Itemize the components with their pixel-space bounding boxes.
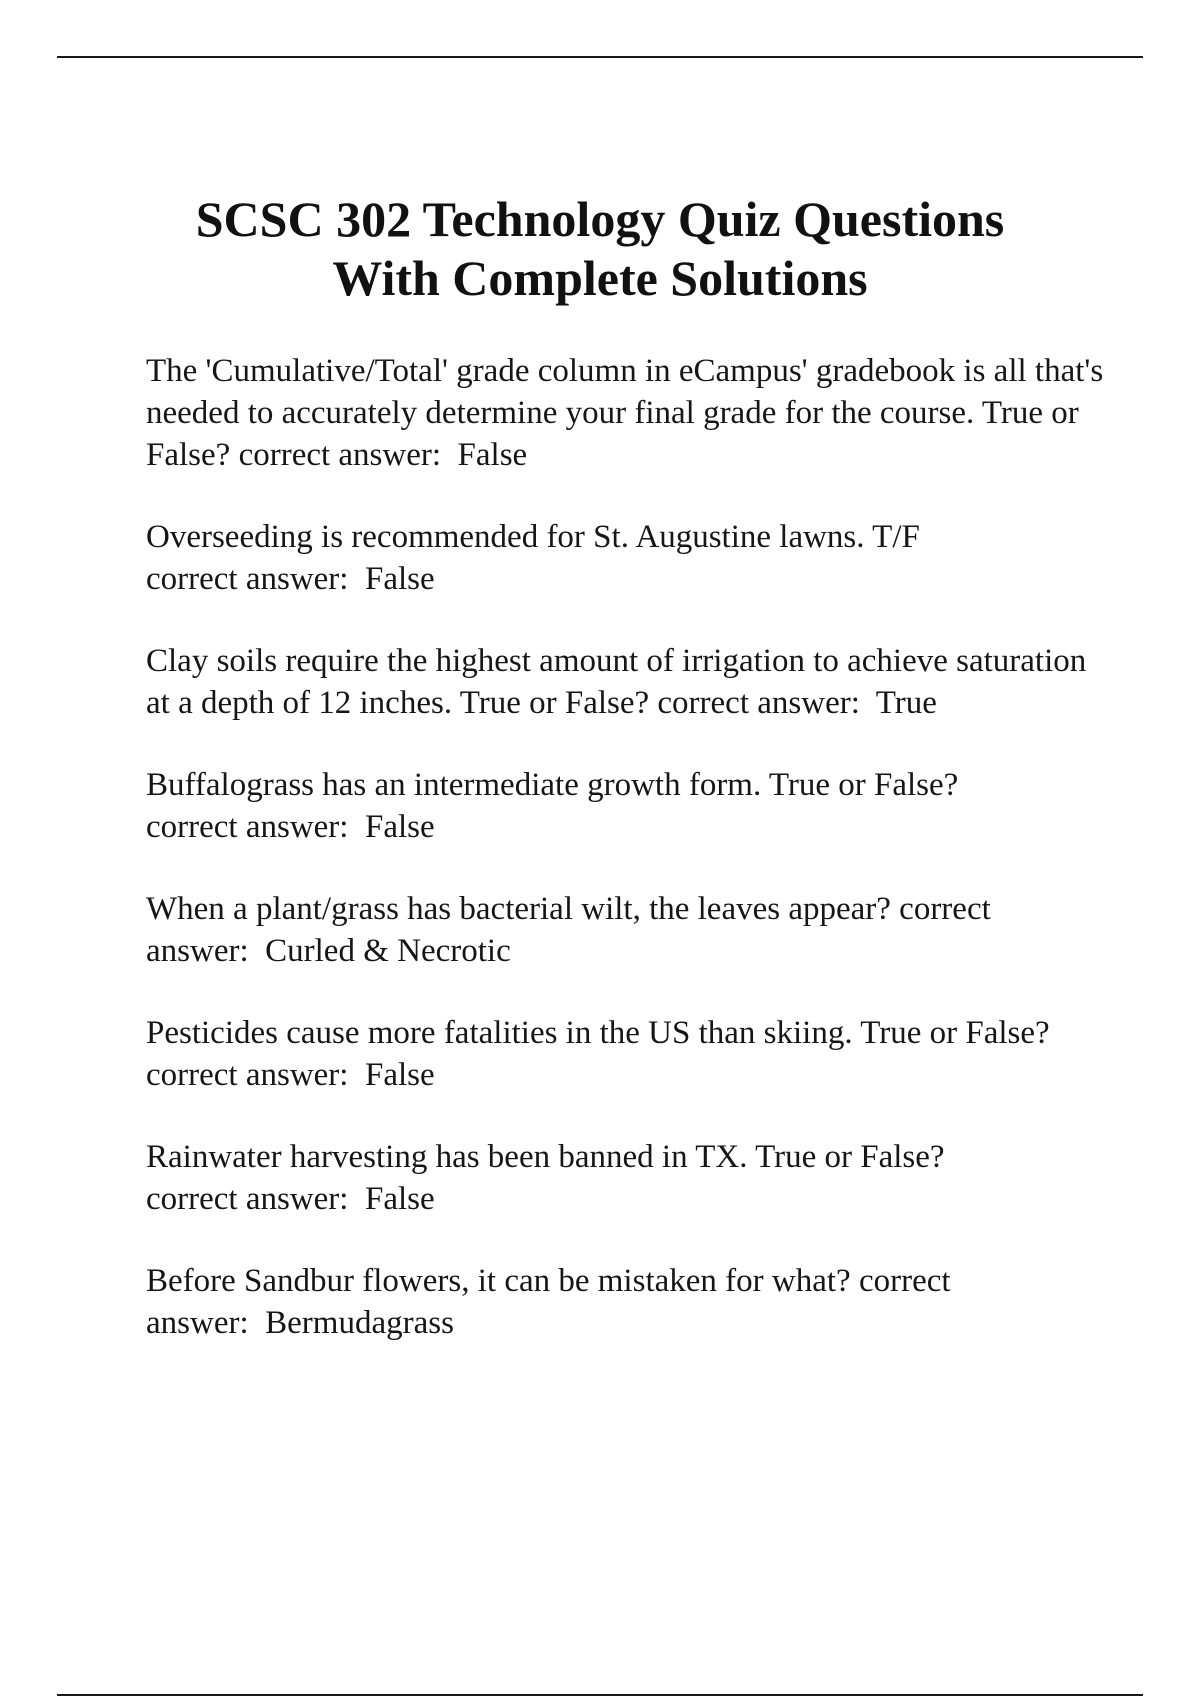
answer-label: correct answer: [146,561,349,597]
answer-label: correct answer: [146,1057,349,1093]
question-text: Clay soils require the highest amount of irrigation to achieve saturation at a depth of 12 inches. True or False? [146,643,1087,721]
answer-text: False [364,809,435,845]
question-text: Before Sandbur flowers, it can be mistaken for what? [146,1263,851,1299]
answer-text: False [364,1057,435,1093]
answer-text: False [364,561,435,597]
answer-label: correct answer: [238,437,442,473]
answer-label: correct answer: [146,891,991,969]
answer-text: True [875,685,937,721]
document-title [100,190,1100,308]
answer-text: False [457,437,528,473]
question-text: The 'Cumulative/Total' grade column in eCampus' gradebook is all that's needed to accurately determine your final grade for the course. True or False? [146,353,1104,473]
answer-label: correct answer: [146,809,349,845]
qa-item [146,764,1106,848]
header-divider [57,56,1143,58]
answer-text: Bermudagrass [265,1305,454,1341]
qa-item [146,888,1106,972]
answer-text: Curled & Necrotic [265,933,511,969]
qa-item [146,516,1106,600]
question-text: Buffalograss has an intermediate growth form. True or False? [146,767,959,803]
answer-label: correct answer: [657,685,860,721]
question-text: Overseeding is recommended for St. Augustine lawns. T/F [146,519,920,555]
question-text: When a plant/grass has bacterial wilt, the leaves appear? [146,891,891,927]
qa-item [146,1260,1106,1344]
document-title-line-2: With Complete Solutions [332,250,868,306]
answer-label: correct answer: [146,1181,349,1217]
question-text: Pesticides cause more fatalities in the US than skiing. True or False? [146,1015,1050,1051]
qa-item [146,1012,1106,1096]
document-title-line-1: SCSC 302 Technology Quiz Questions [195,191,1005,247]
answer-text: False [364,1181,435,1217]
qa-item [146,640,1106,724]
answer-label: correct answer: [146,1263,951,1341]
question-answer-list [146,350,1106,1384]
qa-item [146,350,1106,476]
qa-item [146,1136,1106,1220]
footer-divider [57,1694,1143,1696]
question-text: Rainwater harvesting has been banned in TX. True or False? [146,1139,945,1175]
